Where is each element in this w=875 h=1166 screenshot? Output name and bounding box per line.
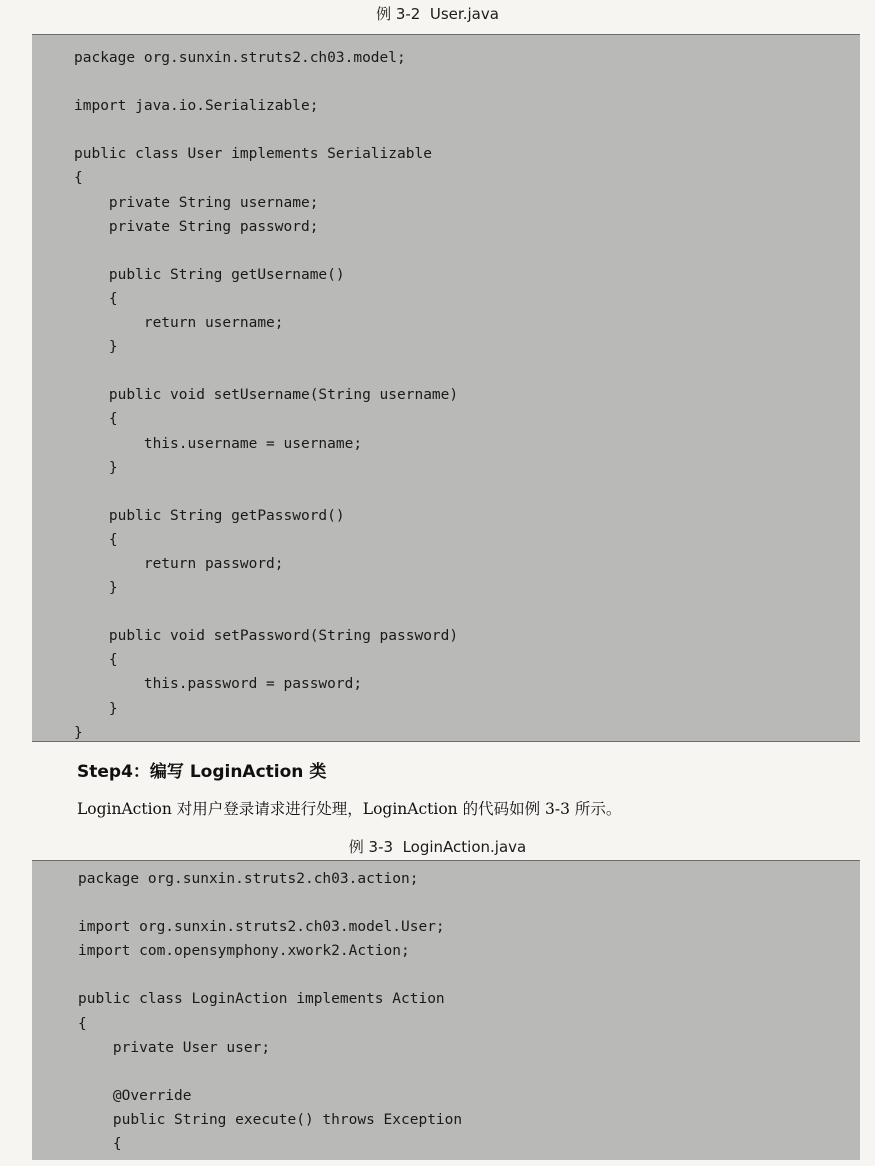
code-line — [32, 70, 860, 94]
code-line — [32, 359, 860, 383]
code-line: this.password = password; — [74, 676, 363, 693]
code-line — [32, 891, 860, 915]
code-line: { — [74, 170, 83, 187]
code-line: @Override — [78, 1087, 192, 1104]
code-line: } — [74, 700, 118, 717]
code-line: public class LoginAction implements Action — [78, 991, 445, 1008]
code-line — [32, 480, 860, 504]
step-heading: Step4：编写 LoginAction 类 — [77, 762, 327, 782]
code-line — [32, 963, 860, 987]
listing-caption: 例 3-2 User.java — [376, 5, 499, 23]
code-line: { — [74, 411, 118, 428]
listing-caption: 例 3-3 LoginAction.java — [348, 838, 527, 856]
code-line — [32, 600, 860, 624]
code-line: private User user; — [78, 1039, 271, 1056]
code-line: this.username = username; — [74, 435, 363, 452]
code-line: public String getPassword() — [74, 507, 345, 524]
code-line: private String password; — [74, 218, 319, 235]
code-line: import java.io.Serializable; — [74, 98, 319, 115]
code-line: } — [74, 724, 83, 741]
code-listing-loginaction-java — [32, 860, 860, 1160]
code-line: public void setPassword(String password) — [74, 628, 459, 645]
code-line: return username; — [74, 315, 284, 332]
code-line: package org.sunxin.struts2.ch03.model; — [74, 50, 406, 66]
code-line: import com.opensymphony.xwork2.Action; — [78, 943, 410, 960]
code-line: { — [78, 1136, 122, 1153]
code-line: { — [74, 531, 118, 548]
code-line: return password; — [74, 555, 284, 572]
code-line: { — [74, 290, 118, 307]
code-line: public class User implements Serializable — [74, 146, 432, 163]
code-line: import org.sunxin.struts2.ch03.model.User; — [78, 919, 445, 936]
code-line: public String getUsername() — [74, 266, 345, 283]
code-line: } — [74, 339, 118, 356]
code-line: } — [74, 459, 118, 476]
code-listing-user-java — [32, 34, 860, 742]
code-line — [32, 1060, 860, 1084]
code-line: package org.sunxin.struts2.ch03.action; — [78, 871, 419, 887]
code-line — [32, 118, 860, 142]
code-line: } — [74, 580, 118, 597]
code-line: public void setUsername(String username) — [74, 387, 459, 404]
body-paragraph: LoginAction 对用户登录请求进行处理，LoginAction 的代码如例 3-3 所示。 — [77, 800, 622, 818]
code-line: { — [74, 652, 118, 669]
code-line — [32, 239, 860, 263]
code-line: { — [78, 1015, 87, 1032]
code-line: private String username; — [74, 194, 319, 211]
code-line: public String execute() throws Exception — [78, 1111, 463, 1128]
